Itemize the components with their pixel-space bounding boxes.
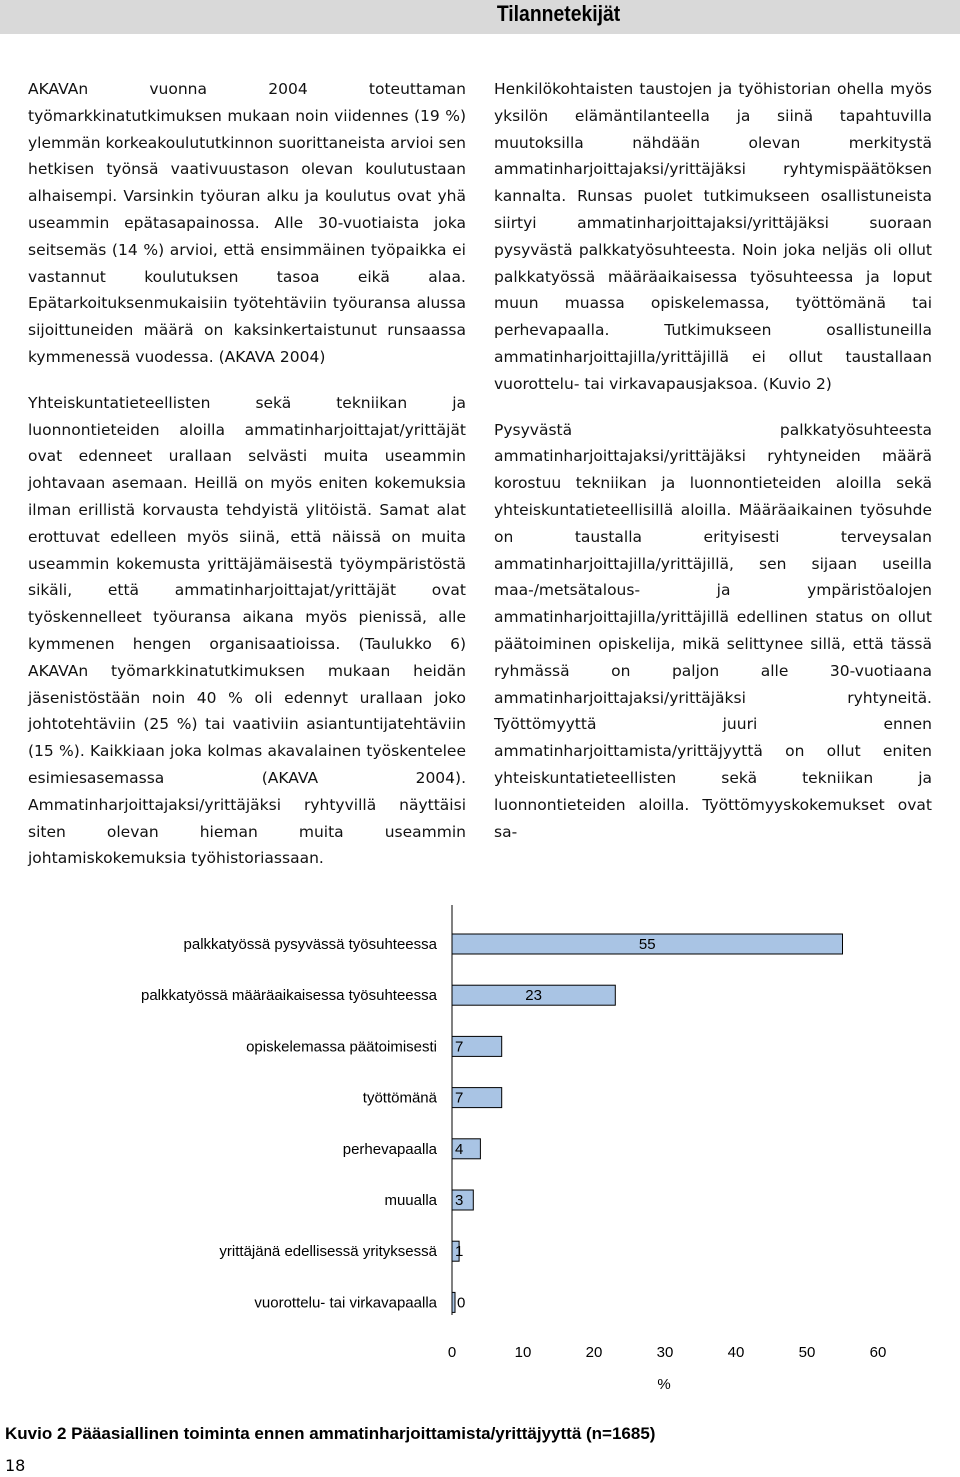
data-label: 0: [457, 1294, 466, 1312]
left-paragraph-1: AKAVAn vuonna 2004 toteuttaman työmarkkinatutkimuksen mukaan noin viidennes (19 %) ylemmän korkeakoulututkinnon suorittaneista arvioi sen hetkisen työnsä vaativuustason olevan koulutustaan alhaisempi. Varsinkin työuran alku ja koulutus ovat yhä useammin epätasapainossa. Alle 30-vuotiaista joka seitsemäs (14 %) arvioi, että ensimmäinen työpaikka ei vastannut koulutuksen tasoa eikä alaa. Epätarkoituksenmukaisiin työtehtäviin työuransa alussa sijoittuneiden määrä on kaksinkertaistunut runsaassa kymmenessä vuodessa. (AKAVA 2004): [28, 80, 466, 366]
data-label: 3: [455, 1192, 464, 1209]
x-tick-label: 0: [447, 1344, 457, 1361]
left-paragraph-2: Yhteiskuntatieteellisten sekä tekniikan ja luonnontieteiden aloilla ammatinharjoittajat/yrittäjät ovat edenneet urallaan selvästi muita useammin johtavaan asemaan. Heillä on myös eniten kokemuksia ilman erillistä korvausta tehdyistä ylitöistä. Samat alat erottuvat edelleen myös siinä, että näissä on muita useammin kokemusta yrittäjämäisestä työympäristöstä sikäli, että ammatinharjoittajat/yrittäjät ovat työskennelleet työuransa aikana myös pienissä, alle kymmenen hengen organisaatioissa. (Taulukko 6) AKAVAn työmarkkinatutkimuksen mukaan heidän jäsenistöstään noin 40 % oli edennyt urallaan joko johtotehtäviin (25 %) tai vaativiin asiantuntijatehtäviin (15 %). Kaikkiaan joka kolmas akavalainen työskentelee esimiesasemassa (AKAVA 2004). Ammatinharjoittajaksi/yrittäjäksi ryhtyvillä näyttäisi siten olevan hieman muita useammin johtamiskokemuksia työhistoriassaan.: [28, 393, 466, 868]
figure-caption: Kuvio 2 Pääasiallinen toiminta ennen ammatinharjoittamista/yrittäjyyttä (n=1685): [5, 1424, 656, 1443]
x-tick-label: 20: [585, 1344, 603, 1361]
x-tick-label: 60: [869, 1344, 887, 1361]
x-tick-label: 50: [798, 1344, 816, 1361]
page-number: 18: [5, 1456, 26, 1475]
x-tick-label: 10: [514, 1344, 532, 1361]
category-label: yrittäjänä edellisessä yrityksessä: [219, 1243, 437, 1261]
category-label: vuorottelu- tai virkavapaalla: [254, 1294, 437, 1312]
bar: [452, 1292, 455, 1312]
category-label: palkkatyössä määräaikaisessa työsuhteessa: [141, 987, 437, 1005]
right-paragraph-1: Henkilökohtaisten taustojen ja työhistorian ohella myös yksilön elämäntilanteella ja siinä tapahtuvilla muutoksilla nähdään olevan merkitystä ammatinharjoittajaksi/yrittäjäksi ryhtymispäätöksen kannalta. Runsas puolet tutkimukseen osallistuneista siirtyi ammatinharjoittajaksi/yrittäjäksi suoraan pysyvästä palkkatyösuhteesta. Noin joka neljäs oli ollut palkkatyössä määräaikaisessa työsuhteessa ja loput muun muassa opiskelemassa, työttömänä tai perhevapaalla. Tutkimukseen osallistuneilla ammatinharjoittajilla/yrittäjillä ei ollut taustallaan vuorottelu- tai virkavapausjaksoa. (Kuvio 2): [494, 80, 932, 393]
category-label: palkkatyössä pysyvässä työsuhteessa: [183, 936, 437, 953]
category-label: työttömänä: [362, 1089, 437, 1107]
section-title: Tilannetekijät: [496, 1, 620, 26]
data-label: 7: [455, 1089, 464, 1107]
right-column: [494, 76, 932, 864]
data-label: 1: [455, 1243, 464, 1261]
category-label: muualla: [384, 1192, 437, 1209]
left-column: [28, 76, 466, 891]
x-tick-label: 40: [727, 1344, 745, 1361]
x-axis-label: %: [657, 1376, 671, 1393]
header-bar: [0, 0, 960, 34]
data-label: 55: [638, 936, 656, 953]
data-label: 7: [455, 1038, 464, 1056]
category-label: opiskelemassa päätoimisesti: [246, 1038, 437, 1056]
data-label: 23: [525, 987, 542, 1005]
category-label: perhevapaalla: [342, 1140, 437, 1158]
data-label: 4: [455, 1140, 464, 1158]
x-tick-label: 30: [656, 1344, 674, 1361]
bar-chart: [0, 905, 960, 1405]
right-paragraph-2: Pysyvästä palkkatyösuhteesta ammatinharjoittajaksi/yrittäjäksi ryhtyneiden määrä korostuu tekniikan ja luonnontieteiden aloilla sekä yhteiskuntatieteellisillä aloilla. Määräaikainen työsuhde on taustalla erityisesti terveysalan ammatinharjoittajilla/yrittäjillä, sen sijaan useilla maa-/metsätalous- ja ympäristöalojen ammatinharjoittajilla/yrittäjillä edellinen status on ollut päätoiminen opiskelija, mikä selittynee sillä, että tässä ryhmässä on paljon alle 30-vuotiaana ammatinharjoittajaksi/yrittäjäksi ryhtyneitä. Työttömyyttä juuri ennen ammatinharjoittamista/yrittäjyyttä on ollut eniten yhteiskuntatieteellisten sekä tekniikan ja luonnontieteiden aloilla. Työttömyyskokemukset ovat sa-: [494, 420, 932, 841]
